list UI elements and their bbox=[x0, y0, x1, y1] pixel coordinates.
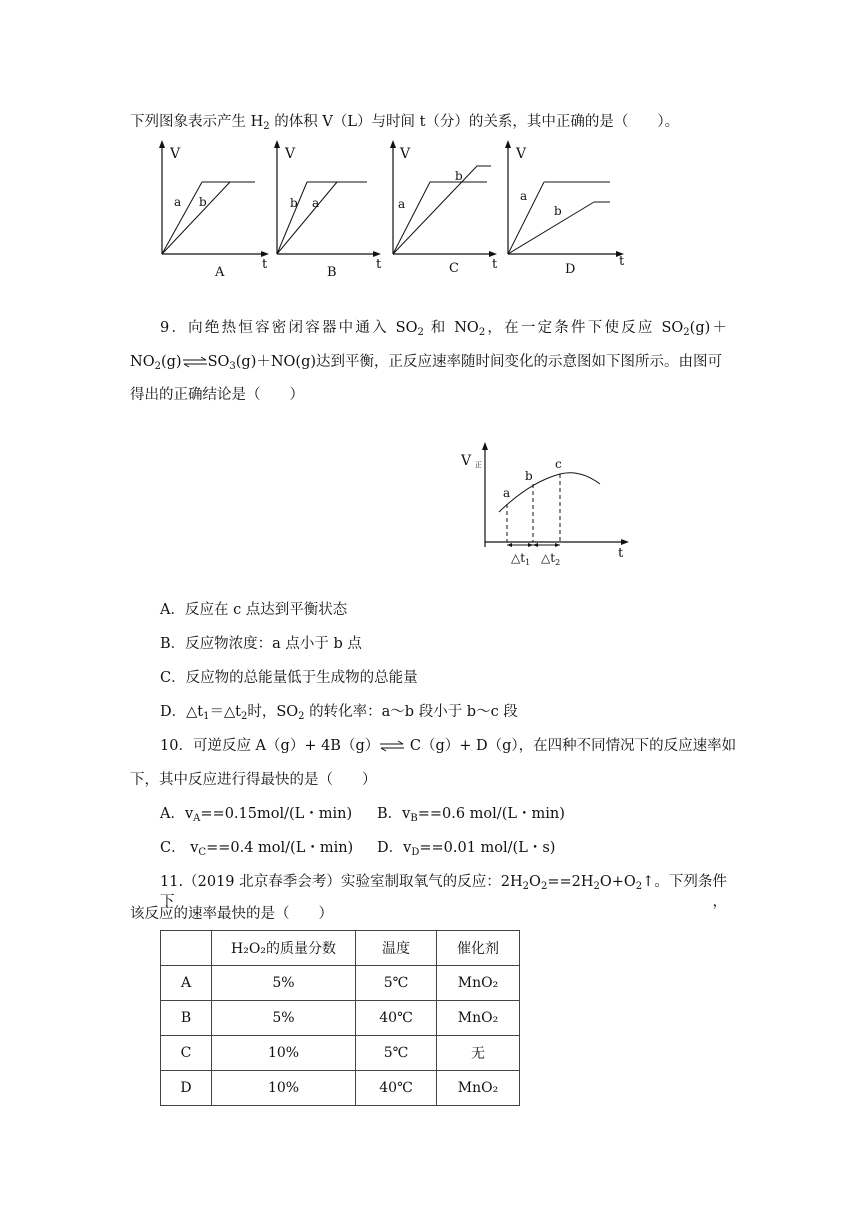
q10-stem-line1: 10．可逆反应 A（g）+ 4B（g） C（g）+ D（g），在四种不同情况下的反应速率如 bbox=[160, 738, 737, 754]
curve-label-2: b bbox=[199, 195, 207, 209]
table-cell: MnO₂ bbox=[437, 1001, 520, 1036]
q11-stem-line2: 该反应的速率最快的是（ ） bbox=[130, 906, 333, 922]
table-cell: 40℃ bbox=[356, 1071, 437, 1106]
graph-d bbox=[502, 136, 640, 281]
q10-stem-line2: 下，其中反应进行得最快的是（ ） bbox=[130, 772, 377, 788]
table-cell: MnO₂ bbox=[437, 966, 520, 1001]
q8-graphs bbox=[150, 136, 640, 286]
axis-t-label: t bbox=[376, 257, 382, 272]
table-row bbox=[161, 1071, 520, 1106]
q11-stem-line1: 11.（2019 北京春季会考）实验室制取氧气的反应：$2H_2O_2==2H_2O+O_2↑$。下列条件下， bbox=[160, 874, 727, 910]
point-a-label: a bbox=[503, 486, 511, 500]
axis-v-label: V bbox=[285, 146, 296, 162]
reversible-arrow-icon bbox=[182, 356, 208, 368]
curve-label-1: b bbox=[290, 196, 298, 210]
q9-stem-line3: 得出的正确结论是（ ） bbox=[130, 387, 304, 403]
fig-v-sub: 正 bbox=[475, 461, 482, 469]
axis-t-label: t bbox=[262, 257, 268, 272]
point-b-label: b bbox=[525, 469, 533, 483]
table-cell: 5% bbox=[212, 1001, 356, 1036]
q10-option-b: B．$v_B==0.6$ mol/(L・min) bbox=[377, 806, 565, 824]
graph-c bbox=[385, 136, 510, 281]
table-row bbox=[161, 1001, 520, 1036]
curve-label-2: b bbox=[554, 204, 562, 218]
table-cell: 40℃ bbox=[356, 1001, 437, 1036]
q11-conditions-table bbox=[160, 930, 520, 1106]
table-cell: D bbox=[161, 1071, 212, 1106]
curve-label-1: a bbox=[398, 197, 406, 211]
graph-label: B bbox=[327, 265, 337, 280]
table-cell: 10% bbox=[212, 1071, 356, 1106]
dt1-label: $\triangle t_1$ bbox=[511, 551, 531, 567]
point-c-label: c bbox=[555, 457, 562, 471]
axis-v-label: V bbox=[170, 146, 181, 162]
table-header-cell: 催化剂 bbox=[437, 931, 520, 966]
table-cell: 10% bbox=[212, 1036, 356, 1071]
table-cell: C bbox=[161, 1036, 212, 1071]
q9-stem-line2: $NO_2(g)$ $SO_3(g)+NO(g)$达到平衡，正反应速率随时间变化的示意图如下图所示。由图可 bbox=[130, 354, 723, 372]
dt2-label: $\triangle t_2$ bbox=[541, 551, 561, 567]
fig-t-label: t bbox=[618, 546, 624, 561]
table-cell: 5℃ bbox=[356, 966, 437, 1001]
q9-option-a: A．反应在 c 点达到平衡状态 bbox=[160, 602, 348, 618]
table-cell: 无 bbox=[437, 1036, 520, 1071]
table-row bbox=[161, 966, 520, 1001]
q9-stem-line1: 9．向绝热恒容密闭容器中通入 $SO_2$ 和 $NO_2$，在一定条件下使反应 $SO_2(g)+$ bbox=[160, 320, 727, 338]
graph-label: C bbox=[449, 261, 459, 276]
q9-option-d: D．$\triangle t_1=\triangle t_2$时，$SO_2$ 的转化率：a～b 段小于 b～c 段 bbox=[160, 704, 518, 722]
q8-stem: 下列图象表示产生 $H_2$ 的体积 V（L）与时间 t（分）的关系，其中正确的是（ ）。 bbox=[130, 114, 680, 132]
table-header-cell: 温度 bbox=[356, 931, 437, 966]
table-header-row bbox=[161, 931, 520, 966]
q10-option-a: A．$v_A==0.15mol/(L$・min) bbox=[160, 806, 353, 824]
curve-label-2: a bbox=[312, 196, 320, 210]
table-cell: B bbox=[161, 1001, 212, 1036]
axis-v-label: V bbox=[400, 146, 411, 162]
reversible-arrow-icon bbox=[379, 740, 405, 752]
graph-label: D bbox=[565, 262, 576, 277]
q9-rate-figure bbox=[455, 437, 635, 572]
q9-option-c: C．反应物的总能量低于生成物的总能量 bbox=[160, 670, 418, 686]
table-header-cell bbox=[161, 931, 212, 966]
axis-v-label: V bbox=[516, 146, 527, 162]
q10-option-d: D．$v_D==0.01$ mol/(L・s) bbox=[377, 840, 556, 858]
graph-label: A bbox=[215, 265, 225, 280]
axis-t-label: t bbox=[619, 254, 625, 269]
q9-option-b: B．反应物浓度：a 点小于 b 点 bbox=[160, 636, 362, 652]
table-header-cell: H₂O₂的质量分数 bbox=[212, 931, 356, 966]
graph-b bbox=[267, 136, 392, 281]
table-cell: MnO₂ bbox=[437, 1071, 520, 1106]
table-row bbox=[161, 1036, 520, 1071]
curve-label-1: a bbox=[520, 189, 528, 203]
curve-label-1: a bbox=[174, 195, 182, 209]
table-cell: 5% bbox=[212, 966, 356, 1001]
table-cell: 5℃ bbox=[356, 1036, 437, 1071]
q10-option-c: C． $v_C==0.4$ mol/(L・min) bbox=[160, 840, 354, 858]
fig-v-label: V bbox=[461, 453, 472, 469]
graph-a bbox=[150, 136, 275, 281]
axis-t-label: t bbox=[492, 257, 498, 272]
table-cell: A bbox=[161, 966, 212, 1001]
curve-label-2: b bbox=[455, 169, 463, 183]
